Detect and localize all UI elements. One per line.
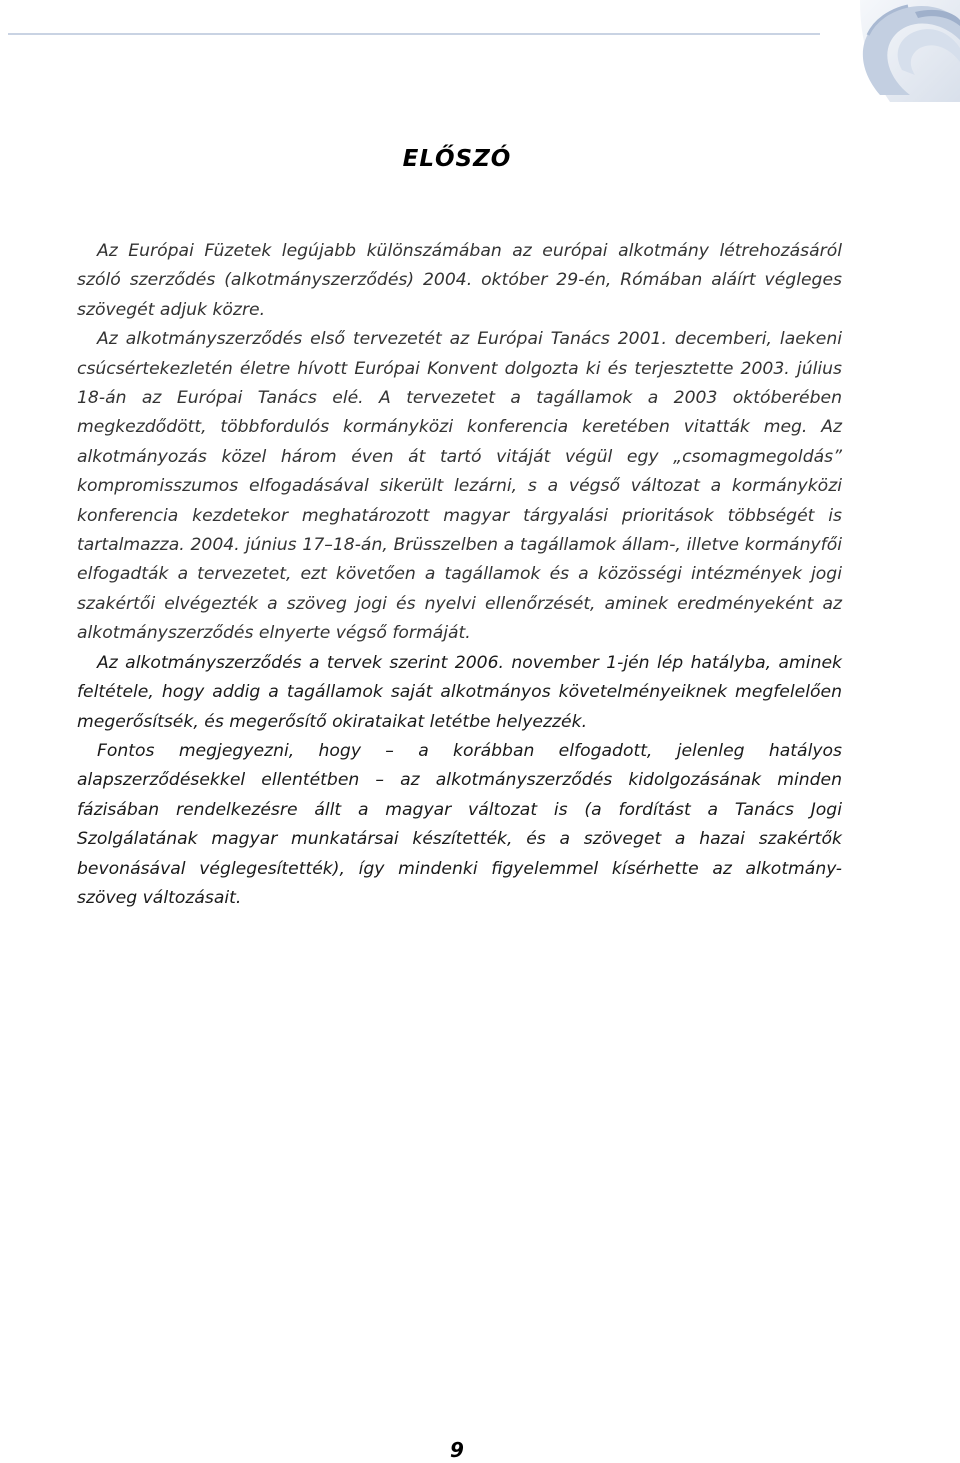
paragraph: Az alkotmányszerződés első tervezetét az Európai Tanács 2001. decemberi, laekeni csúcsértekezletén életre hívott Európai Konvent dolgozta ki és terjesztette 2003. július 18-án az Európai Tanács elé. A tervezetet a tagállamok a 2003 októberében megkezdődött, többfordulós kormányközi konferencia keretében vitatták meg. Az alkotmányozás közel három éven át tartó vitáját végül egy „csomagmegoldás” kompromisszumos elfogadásával sikerült lezárni, s a végső változat a kormányközi konferencia kezdetekor meghatározott magyar tárgyalási prioritások többségét is tartalmazza. 2004. június 17–18-án, Brüsszelben a tagállamok állam-, illetve kormányfői elfogadták a tervezetet, ezt követően a tagállamok és a közösségi intézmények jogi szakértői elvégezték a szöveg jogi és nyelvi ellenőrzését, aminek eredményeként az alkotmányszerződés elnyerte végső formáját. bbox=[77, 329, 842, 644]
header-rule bbox=[8, 33, 858, 35]
page-number: 9 bbox=[450, 1438, 464, 1462]
page-title: ELŐSZÓ bbox=[402, 146, 512, 172]
publication-logo-icon bbox=[820, 0, 960, 102]
paragraph: Az Európai Füzetek legújabb különszámában az európai alkotmány létrehozásáról szóló szerződés (alkotmányszerződés) 2004. október 29-én, Rómában aláírt végleges szövegét adjuk közre. bbox=[77, 241, 842, 320]
paragraph: Fontos megjegyezni, hogy – a korábban elfogadott, jelenleg hatályos alapszerződésekkel ellentétben – az alkotmányszerződés kidolgozásának minden fázisában rendelkezésre állt a magyar változat is (a fordítást a Tanács Jogi Szolgálatának magyar munkatársai készítették, és a szöveget a hazai szakértők bevonásával véglegesítették), így mindenki figyelemmel kísérhette az alkotmány-szöveg változásait. bbox=[77, 740, 842, 908]
foreword-body bbox=[77, 237, 842, 913]
paragraph: Az alkotmányszerződés a tervek szerint 2006. november 1-jén lép hatályba, aminek feltétele, hogy addig a tagállamok saját alkotmányos követelményeiknek megfelelően megerősítsék, és megerősítő okirataikat letétbe helyezzék. bbox=[77, 652, 842, 732]
